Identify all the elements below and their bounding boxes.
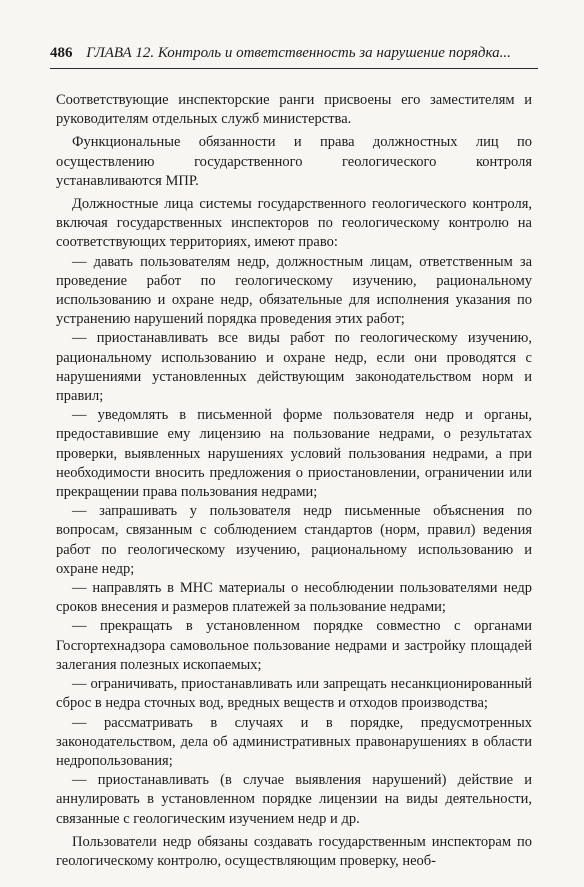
body-text bbox=[56, 91, 532, 871]
running-header bbox=[50, 44, 536, 62]
list-item: — направлять в МНС материалы о несоблюдении пользователями недр сроков внесения и размеров платежей за пользование недрами; bbox=[56, 580, 532, 616]
list-item: — приостанавливать все виды работ по геологическому изучению, рациональному использованию и охране недр, если они проводятся с нарушениями установленных действующим законодательством норм и правил; bbox=[56, 330, 532, 405]
running-title: ГЛАВА 12. Контроль и ответственность за нарушение порядка... bbox=[86, 45, 511, 61]
paragraph: Пользователи недр обязаны создавать государственным инспекторам по геологическому контролю, осуществляющим проверку, необ- bbox=[56, 833, 532, 869]
list-item: — приостанавливать (в случае выявления нарушений) действие и аннулировать в установленном порядке лицензии на виды деятельности, связанные с геологическим изучением недр и др. bbox=[56, 772, 532, 827]
list-item: — ограничивать, приостанавливать или запрещать несанкционированный сброс в недра сточных вод, вредных веществ и отходов производства; bbox=[56, 676, 532, 712]
list-item: — запрашивать у пользователя недр письменные объяснения по вопросам, связанным с соблюдением стандартов (норм, правил) ведения работ по геологическому изучению, рациональному использованию и охране недр; bbox=[56, 503, 532, 577]
page-number: 486 bbox=[50, 45, 73, 61]
list-item: — давать пользователям недр, должностным лицам, ответственным за проведение работ по геологическому изучению, рациональному использованию и охране недр, обязательные для исполнения указания по устранению нарушений порядка проведения этих работ; bbox=[56, 253, 532, 328]
list-item: — рассматривать в случаях и в порядке, предусмотренных законодательством, дела об административных правонарушениях в области недропользования; bbox=[56, 714, 532, 769]
list-item: — прекращать в установленном порядке совместно с органами Госгортехнадзора самовольное пользование недрами и застройку площадей залегания полезных ископаемых; bbox=[56, 618, 532, 673]
paragraph: Соответствующие инспекторские ранги присвоены его заместителям и руководителям отдельных служб министерства. bbox=[56, 92, 532, 128]
header-rule bbox=[50, 68, 538, 69]
paragraph: Должностные лица системы государственного геологического контроля, включая государственных инспекторов по геологическому контролю на соответствующих территориях, имеют право: bbox=[56, 196, 532, 251]
list-item: — уведомлять в письменной форме пользователя недр и органы, предоставившие ему лицензию на пользование недрами, о результатах проверки, выявленных нарушениях условий пользования недрами, а при необходимости вносить предложения о приостановлении, ограничении или прекращении права пользования недрами; bbox=[56, 407, 532, 501]
paragraph: Функциональные обязанности и права должностных лиц по осуществлению государственного геологического контроля устанавливаются МПР. bbox=[56, 134, 532, 189]
